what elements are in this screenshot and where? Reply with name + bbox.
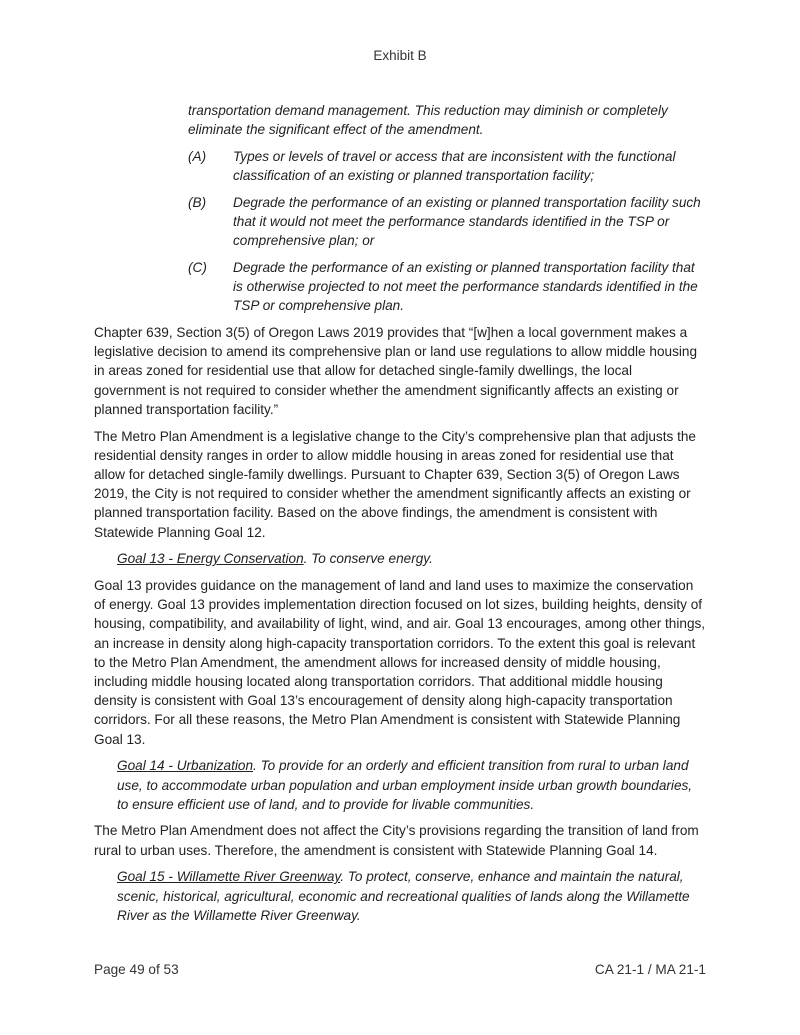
- list-item-label: (C): [188, 259, 207, 275]
- goal-13-title: Goal 13 - Energy Conservation: [117, 551, 304, 567]
- page-footer: [94, 962, 706, 977]
- paragraph-metro-plan-goal-12: The Metro Plan Amendment is a legislative change to the City’s comprehensive plan that adjusts the residential density ranges in order to allow middle housing in areas zoned for residential use that allow for detached single-family dwellings. Pursuant to Chapter 639, Section 3(5) of Oregon Laws 2019, the City is not required to consider whether the amendment significantly affects an existing or planned transportation facility. Based on the above findings, the amendment is consistent with Statewide Planning Goal 12.: [94, 428, 696, 540]
- list-item-text: Types or levels of travel or access that are inconsistent with the functional classification of an existing or planned transportation facility;: [233, 148, 676, 184]
- page-number: Page 49 of 53: [94, 962, 179, 977]
- paragraph-goal-13: Goal 13 provides guidance on the management of land and land uses to maximize the conservation of energy. Goal 13 provides implementation direction focused on lot sizes, building heights, density of housing, compatibility, and availability of light, wind, and air. Goal 13 encourages, among other things, an increase in density along high-capacity transportation corridors. To the extent this goal is relevant to the Metro Plan Amendment, the amendment allows for increased density of middle housing, including middle housing located along transportation corridors. That additional middle housing density is consistent with Goal 13’s encouragement of density along high-capacity transportation corridors. For all these reasons, the Metro Plan Amendment is consistent with Statewide Planning Goal 13.: [94, 577, 706, 747]
- goal-15-text: . To protect, conserve, enhance and maintain the natural, scenic, historical, agricultural, economic and recreational qualities of lands along the Willamette River as the Willamette River Greenway.: [117, 869, 690, 923]
- paragraph-chapter-639: Chapter 639, Section 3(5) of Oregon Laws 2019 provides that “[w]hen a local government makes a legislative decision to amend its comprehensive plan or land use regulations to allow middle housing in areas zoned for residential use that allow for detached single-family dwellings, the local government is not required to consider whether the amendment significantly affects an existing or planned transportation facility.”: [94, 325, 698, 417]
- goal-14-heading: [94, 756, 706, 814]
- paragraph-goal-14: The Metro Plan Amendment does not affect the City’s provisions regarding the transition of land from rural to urban uses. Therefore, the amendment is consistent with Statewide Planning Goal 14.: [94, 823, 699, 858]
- list-item-a: [94, 147, 706, 185]
- goal-14-text: . To provide for an orderly and efficient transition from rural to urban land use, to accommodate urban population and urban employment inside urban growth boundaries, to ensure efficient use of land, and to provide for livable communities.: [117, 758, 693, 812]
- goal-13-text: . To conserve energy.: [303, 551, 433, 567]
- list-item-b: [94, 193, 706, 251]
- page-header: Exhibit B: [373, 48, 427, 63]
- page-body: [94, 101, 706, 932]
- goal-15-title: Goal 15 - Willamette River Greenway: [117, 869, 341, 885]
- goal-13-heading: [94, 549, 706, 568]
- list-item-c: [94, 258, 706, 316]
- goal-15-heading: [94, 867, 706, 925]
- intro-paragraph: transportation demand management. This reduction may diminish or completely eliminate the significant effect of the amendment.: [188, 103, 668, 138]
- list-item-label: (A): [188, 148, 207, 164]
- list-item-text: Degrade the performance of an existing or planned transportation facility such that it would not meet the performance standards identified in the TSP or comprehensive plan; or: [233, 194, 701, 249]
- goal-14-title: Goal 14 - Urbanization: [117, 758, 254, 774]
- list-item-label: (B): [188, 194, 207, 210]
- case-number: CA 21-1 / MA 21-1: [594, 962, 706, 977]
- list-item-text: Degrade the performance of an existing or planned transportation facility that is otherwise projected to not meet the performance standards identified in the TSP or comprehensive plan.: [233, 259, 698, 314]
